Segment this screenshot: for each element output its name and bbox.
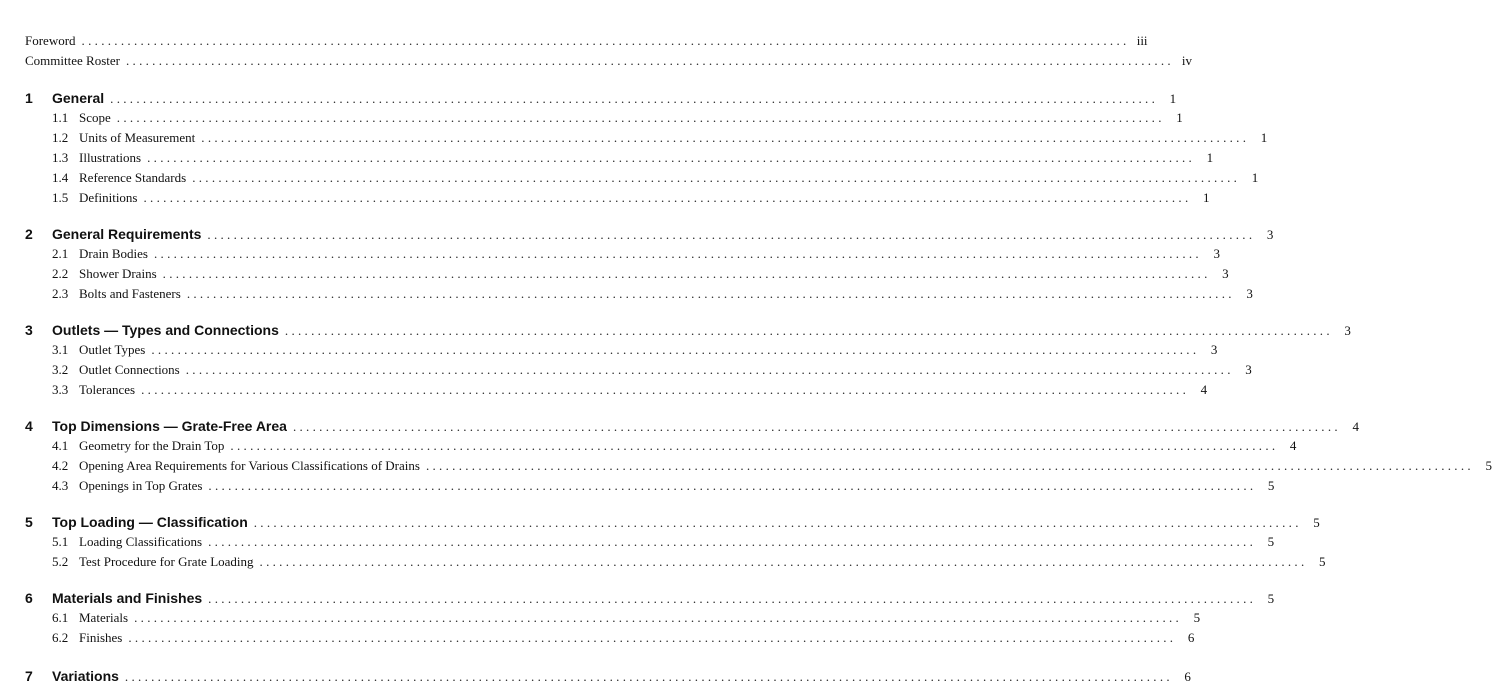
section-number: 1.4 bbox=[52, 170, 69, 185]
section-number: 5.1 bbox=[52, 534, 69, 549]
toc-page-number: 3 bbox=[1266, 227, 1274, 242]
section-number: 5.2 bbox=[52, 554, 69, 569]
toc-entry[interactable] bbox=[25, 342, 1218, 360]
toc-page-number: 3 bbox=[1213, 246, 1220, 261]
toc-entry-title[interactable]: Illustrations bbox=[79, 150, 142, 165]
toc-entry[interactable] bbox=[25, 610, 1201, 628]
toc-entry-title[interactable]: Geometry for the Drain Top bbox=[79, 438, 225, 453]
dot-leader: ................................................................................................................................................................ bbox=[134, 610, 1183, 625]
toc-entry-title[interactable]: Openings in Top Grates bbox=[79, 478, 203, 493]
dot-leader: ................................................................................................................................................................ bbox=[284, 323, 1333, 338]
chapter-number: 3 bbox=[25, 322, 33, 338]
toc-page-number: 4 bbox=[1200, 382, 1208, 397]
dot-leader: ................................................................................................................................................................ bbox=[110, 91, 1159, 106]
toc-entry[interactable] bbox=[25, 150, 1214, 168]
section-number: 4.3 bbox=[52, 478, 69, 493]
toc-page-number: 3 bbox=[1246, 286, 1253, 301]
toc-entry-title[interactable]: Foreword bbox=[25, 33, 76, 48]
toc-entry[interactable] bbox=[25, 630, 1195, 648]
toc-page-number: 5 bbox=[1267, 591, 1275, 606]
dot-leader: ................................................................................................................................................................ bbox=[253, 515, 1302, 530]
toc-entry[interactable] bbox=[25, 90, 1177, 108]
chapter-number: 2 bbox=[25, 226, 33, 242]
dot-leader: ................................................................................................................................................................ bbox=[153, 246, 1202, 261]
toc-page-number: 1 bbox=[1251, 170, 1259, 185]
toc-page-number: 1 bbox=[1206, 150, 1214, 165]
toc-entry[interactable] bbox=[25, 458, 1492, 476]
toc-page-number: iii bbox=[1136, 33, 1148, 48]
toc-entry-title[interactable]: Opening Area Requirements for Various Classifications of Drains bbox=[79, 458, 420, 473]
toc-page-number: 3 bbox=[1222, 266, 1229, 281]
toc-entry-title[interactable]: Outlet Connections bbox=[79, 362, 180, 377]
section-number: 1.5 bbox=[52, 190, 69, 205]
toc-entry-title[interactable]: Reference Standards bbox=[79, 170, 187, 185]
dot-leader: ................................................................................................................................................................ bbox=[124, 669, 1173, 684]
section-number: 2.2 bbox=[52, 266, 69, 281]
section-number: 4.2 bbox=[52, 458, 69, 473]
chapter-number: 1 bbox=[25, 90, 33, 106]
toc-entry[interactable] bbox=[25, 362, 1252, 380]
toc-entry[interactable] bbox=[25, 590, 1275, 608]
toc-entry-title[interactable]: Outlet Types bbox=[79, 342, 146, 357]
toc-page-number: iv bbox=[1181, 53, 1192, 68]
toc-entry[interactable] bbox=[25, 130, 1268, 148]
toc-page-number: 6 bbox=[1184, 669, 1191, 684]
toc-entry[interactable] bbox=[25, 418, 1359, 436]
section-number: 1.3 bbox=[52, 150, 69, 165]
dot-leader: ................................................................................................................................................................ bbox=[141, 382, 1190, 397]
toc-entry-title[interactable]: General bbox=[52, 90, 105, 106]
toc-page-number: 6 bbox=[1187, 630, 1195, 645]
section-number: 4.1 bbox=[52, 438, 69, 453]
section-number: 6.2 bbox=[52, 630, 69, 645]
toc-page-number: 1 bbox=[1169, 91, 1177, 106]
toc-page-number: 1 bbox=[1260, 130, 1268, 145]
toc-entry-title[interactable]: Scope bbox=[79, 110, 111, 125]
toc-page-number: 5 bbox=[1313, 515, 1320, 530]
dot-leader: ................................................................................................................................................................ bbox=[192, 170, 1241, 185]
chapter-number: 7 bbox=[25, 668, 33, 684]
toc-entry-title[interactable]: Shower Drains bbox=[79, 266, 157, 281]
toc-entry[interactable] bbox=[25, 266, 1229, 284]
toc-entry-title[interactable]: Variations bbox=[52, 668, 119, 684]
section-number: 2.3 bbox=[52, 286, 69, 301]
dot-leader: ................................................................................................................................................................ bbox=[185, 362, 1234, 377]
toc-page-number: 3 bbox=[1245, 362, 1252, 377]
toc-entry[interactable] bbox=[25, 668, 1191, 686]
toc-entry-title[interactable]: Definitions bbox=[79, 190, 138, 205]
toc-page-number: 5 bbox=[1267, 478, 1275, 493]
dot-leader: ................................................................................................................................................................ bbox=[230, 438, 1279, 453]
dot-leader: ................................................................................................................................................................ bbox=[425, 458, 1474, 473]
toc-entry-title[interactable]: Materials bbox=[79, 610, 129, 625]
dot-leader: ................................................................................................................................................................ bbox=[292, 419, 1341, 434]
dot-leader: ................................................................................................................................................................ bbox=[259, 554, 1308, 569]
toc-entry[interactable] bbox=[25, 170, 1259, 188]
toc-page-number: 5 bbox=[1319, 554, 1326, 569]
toc-entry-title[interactable]: Committee Roster bbox=[25, 53, 120, 68]
toc-entry-title[interactable]: Materials and Finishes bbox=[52, 590, 203, 606]
toc-entry[interactable] bbox=[25, 110, 1183, 128]
dot-leader: ................................................................................................................................................................ bbox=[208, 591, 1257, 606]
section-number: 1.2 bbox=[52, 130, 69, 145]
toc-entry-title[interactable]: Finishes bbox=[79, 630, 123, 645]
toc-entry-title[interactable]: Test Procedure for Grate Loading bbox=[79, 554, 254, 569]
chapter-number: 5 bbox=[25, 514, 33, 530]
toc-entry-title[interactable]: Top Loading — Classification bbox=[52, 514, 248, 530]
toc-page-number: 4 bbox=[1289, 438, 1297, 453]
toc-entry[interactable] bbox=[25, 33, 1148, 51]
toc-entry-title[interactable]: Loading Classifications bbox=[79, 534, 203, 549]
dot-leader: ................................................................................................................................................................ bbox=[201, 130, 1250, 145]
toc-entry[interactable] bbox=[25, 322, 1351, 340]
section-number: 6.1 bbox=[52, 610, 69, 625]
toc-entry[interactable] bbox=[25, 438, 1297, 456]
dot-leader: ................................................................................................................................................................ bbox=[143, 190, 1192, 205]
dot-leader: ................................................................................................................................................................ bbox=[186, 286, 1235, 301]
toc-page-number: 4 bbox=[1352, 419, 1359, 434]
dot-leader: ................................................................................................................................................................ bbox=[81, 33, 1130, 48]
toc-entry[interactable] bbox=[25, 190, 1210, 208]
dot-leader: ................................................................................................................................................................ bbox=[147, 150, 1196, 165]
toc-entry-title[interactable]: Top Dimensions — Grate-Free Area bbox=[52, 418, 287, 434]
toc-entry-title[interactable]: Tolerances bbox=[79, 382, 136, 397]
dot-leader: ................................................................................................................................................................ bbox=[162, 266, 1211, 281]
toc-entry[interactable] bbox=[25, 534, 1275, 552]
section-number: 3.1 bbox=[52, 342, 69, 357]
toc-entry[interactable] bbox=[25, 478, 1275, 496]
dot-leader: ................................................................................................................................................................ bbox=[208, 478, 1257, 493]
toc-entry[interactable] bbox=[25, 53, 1192, 71]
dot-leader: ................................................................................................................................................................ bbox=[128, 630, 1177, 645]
toc-page-number: 5 bbox=[1193, 610, 1201, 625]
toc-entry[interactable] bbox=[25, 226, 1274, 244]
toc-entry-title[interactable]: Bolts and Fasteners bbox=[79, 286, 181, 301]
toc-entry-title[interactable]: General Requirements bbox=[52, 226, 202, 242]
dot-leader: ................................................................................................................................................................ bbox=[208, 534, 1257, 549]
toc-entry[interactable] bbox=[25, 246, 1220, 264]
chapter-number: 4 bbox=[25, 418, 33, 434]
toc-page-number: 5 bbox=[1485, 458, 1492, 473]
toc-page-number: 1 bbox=[1203, 190, 1210, 205]
toc-entry-title[interactable]: Outlets — Types and Connections bbox=[52, 322, 279, 338]
dot-leader: ................................................................................................................................................................ bbox=[116, 110, 1165, 125]
toc-entry[interactable] bbox=[25, 514, 1320, 532]
section-number: 3.3 bbox=[52, 382, 69, 397]
chapter-number: 6 bbox=[25, 590, 33, 606]
section-number: 1.1 bbox=[52, 110, 69, 125]
toc-page-number: 5 bbox=[1267, 534, 1275, 549]
toc-page-number: 1 bbox=[1176, 110, 1183, 125]
toc-entry-title[interactable]: Units of Measurement bbox=[79, 130, 196, 145]
section-number: 2.1 bbox=[52, 246, 69, 261]
toc-entry[interactable] bbox=[25, 554, 1326, 572]
dot-leader: ................................................................................................................................................................ bbox=[125, 53, 1174, 68]
toc-entry-title[interactable]: Drain Bodies bbox=[79, 246, 148, 261]
toc-page-number: 3 bbox=[1344, 323, 1351, 338]
dot-leader: ................................................................................................................................................................ bbox=[207, 227, 1256, 242]
section-number: 3.2 bbox=[52, 362, 69, 377]
dot-leader: ................................................................................................................................................................ bbox=[151, 342, 1200, 357]
toc-entry[interactable] bbox=[25, 382, 1208, 400]
toc-entry[interactable] bbox=[25, 286, 1253, 304]
toc-page-number: 3 bbox=[1210, 342, 1218, 357]
